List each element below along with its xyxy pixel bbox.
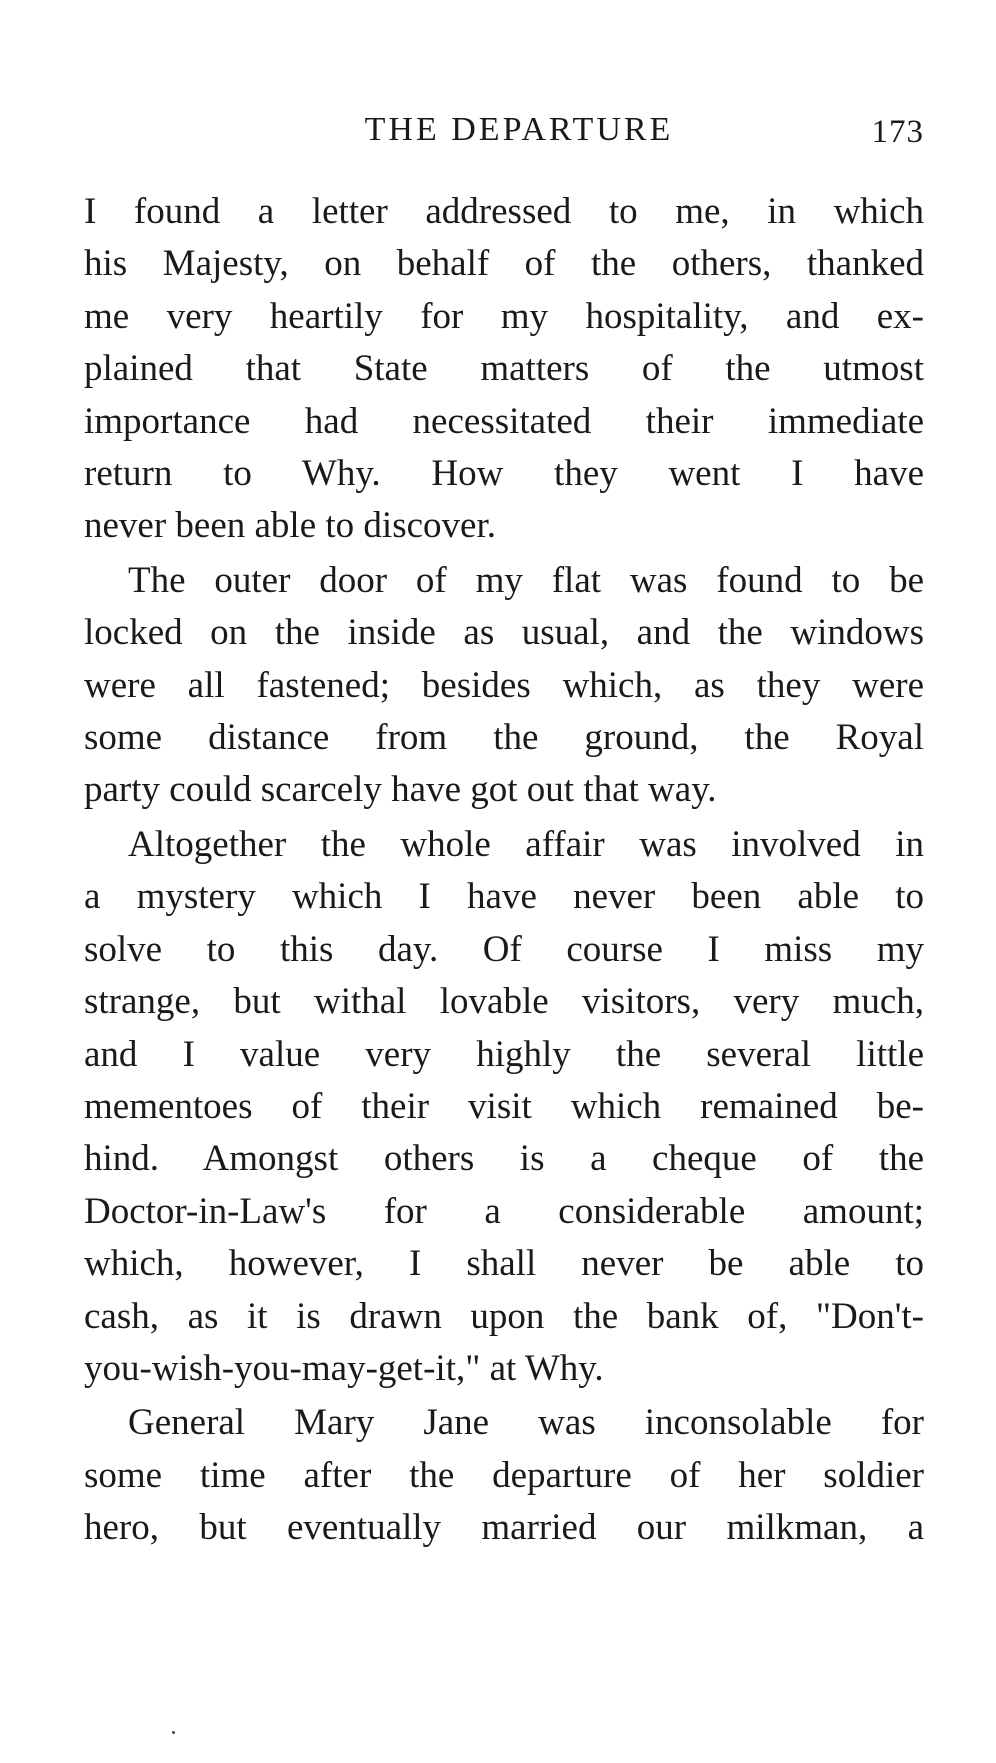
text-line: party could scarcely have got out that way. [84, 769, 717, 811]
text-line: never been able to discover. [84, 505, 496, 547]
paragraph [84, 186, 924, 553]
paragraph [84, 1397, 924, 1554]
text-line: The outer door of my flat was found to be [128, 559, 924, 601]
text-line: I found a letter addressed to me, in which [84, 191, 924, 232]
page-number: 173 [871, 114, 924, 150]
text-line: you-wish-you-may-get-it," at Why. [84, 1347, 604, 1389]
text-line: a mystery which I have never been able to [84, 876, 924, 918]
text-line: hind. Amongst others is a cheque of the [84, 1138, 924, 1180]
text-line: some time after the departure of her soldier [84, 1454, 924, 1496]
text-line: me very heartily for my hospitality, and ex- [84, 295, 924, 337]
text-line: strange, but withal lovable visitors, very much, [84, 981, 924, 1023]
body-text [84, 186, 924, 1555]
text-line: Altogether the whole affair was involved in [128, 823, 924, 865]
paragraph [84, 819, 924, 1395]
text-line: Doctor-in-Law's for a considerable amount; [84, 1190, 924, 1232]
running-head [84, 108, 924, 152]
text-line: solve to this day. Of course I miss my [84, 928, 924, 970]
text-line: his Majesty, on behalf of the others, thanked [84, 243, 924, 285]
text-line: importance had necessitated their immediate [84, 400, 924, 442]
text-line: General Mary Jane was inconsolable for [128, 1402, 924, 1444]
stray-ink-mark [172, 1731, 175, 1734]
paragraph [84, 555, 924, 817]
text-line: return to Why. How they went I have [84, 453, 924, 495]
text-line: and I value very highly the several little [84, 1033, 924, 1075]
text-line: mementoes of their visit which remained be- [84, 1085, 924, 1127]
text-line: locked on the inside as usual, and the windows [84, 612, 924, 654]
text-line: which, however, I shall never be able to [84, 1243, 924, 1285]
running-title: THE DEPARTURE [364, 111, 674, 148]
text-line: hero, but eventually married our milkman, a [84, 1507, 924, 1549]
text-line: some distance from the ground, the Royal [84, 717, 924, 759]
text-line: were all fastened; besides which, as they were [84, 664, 924, 706]
text-line: cash, as it is drawn upon the bank of, "Don't- [84, 1295, 924, 1337]
text-line: plained that State matters of the utmost [84, 348, 924, 390]
